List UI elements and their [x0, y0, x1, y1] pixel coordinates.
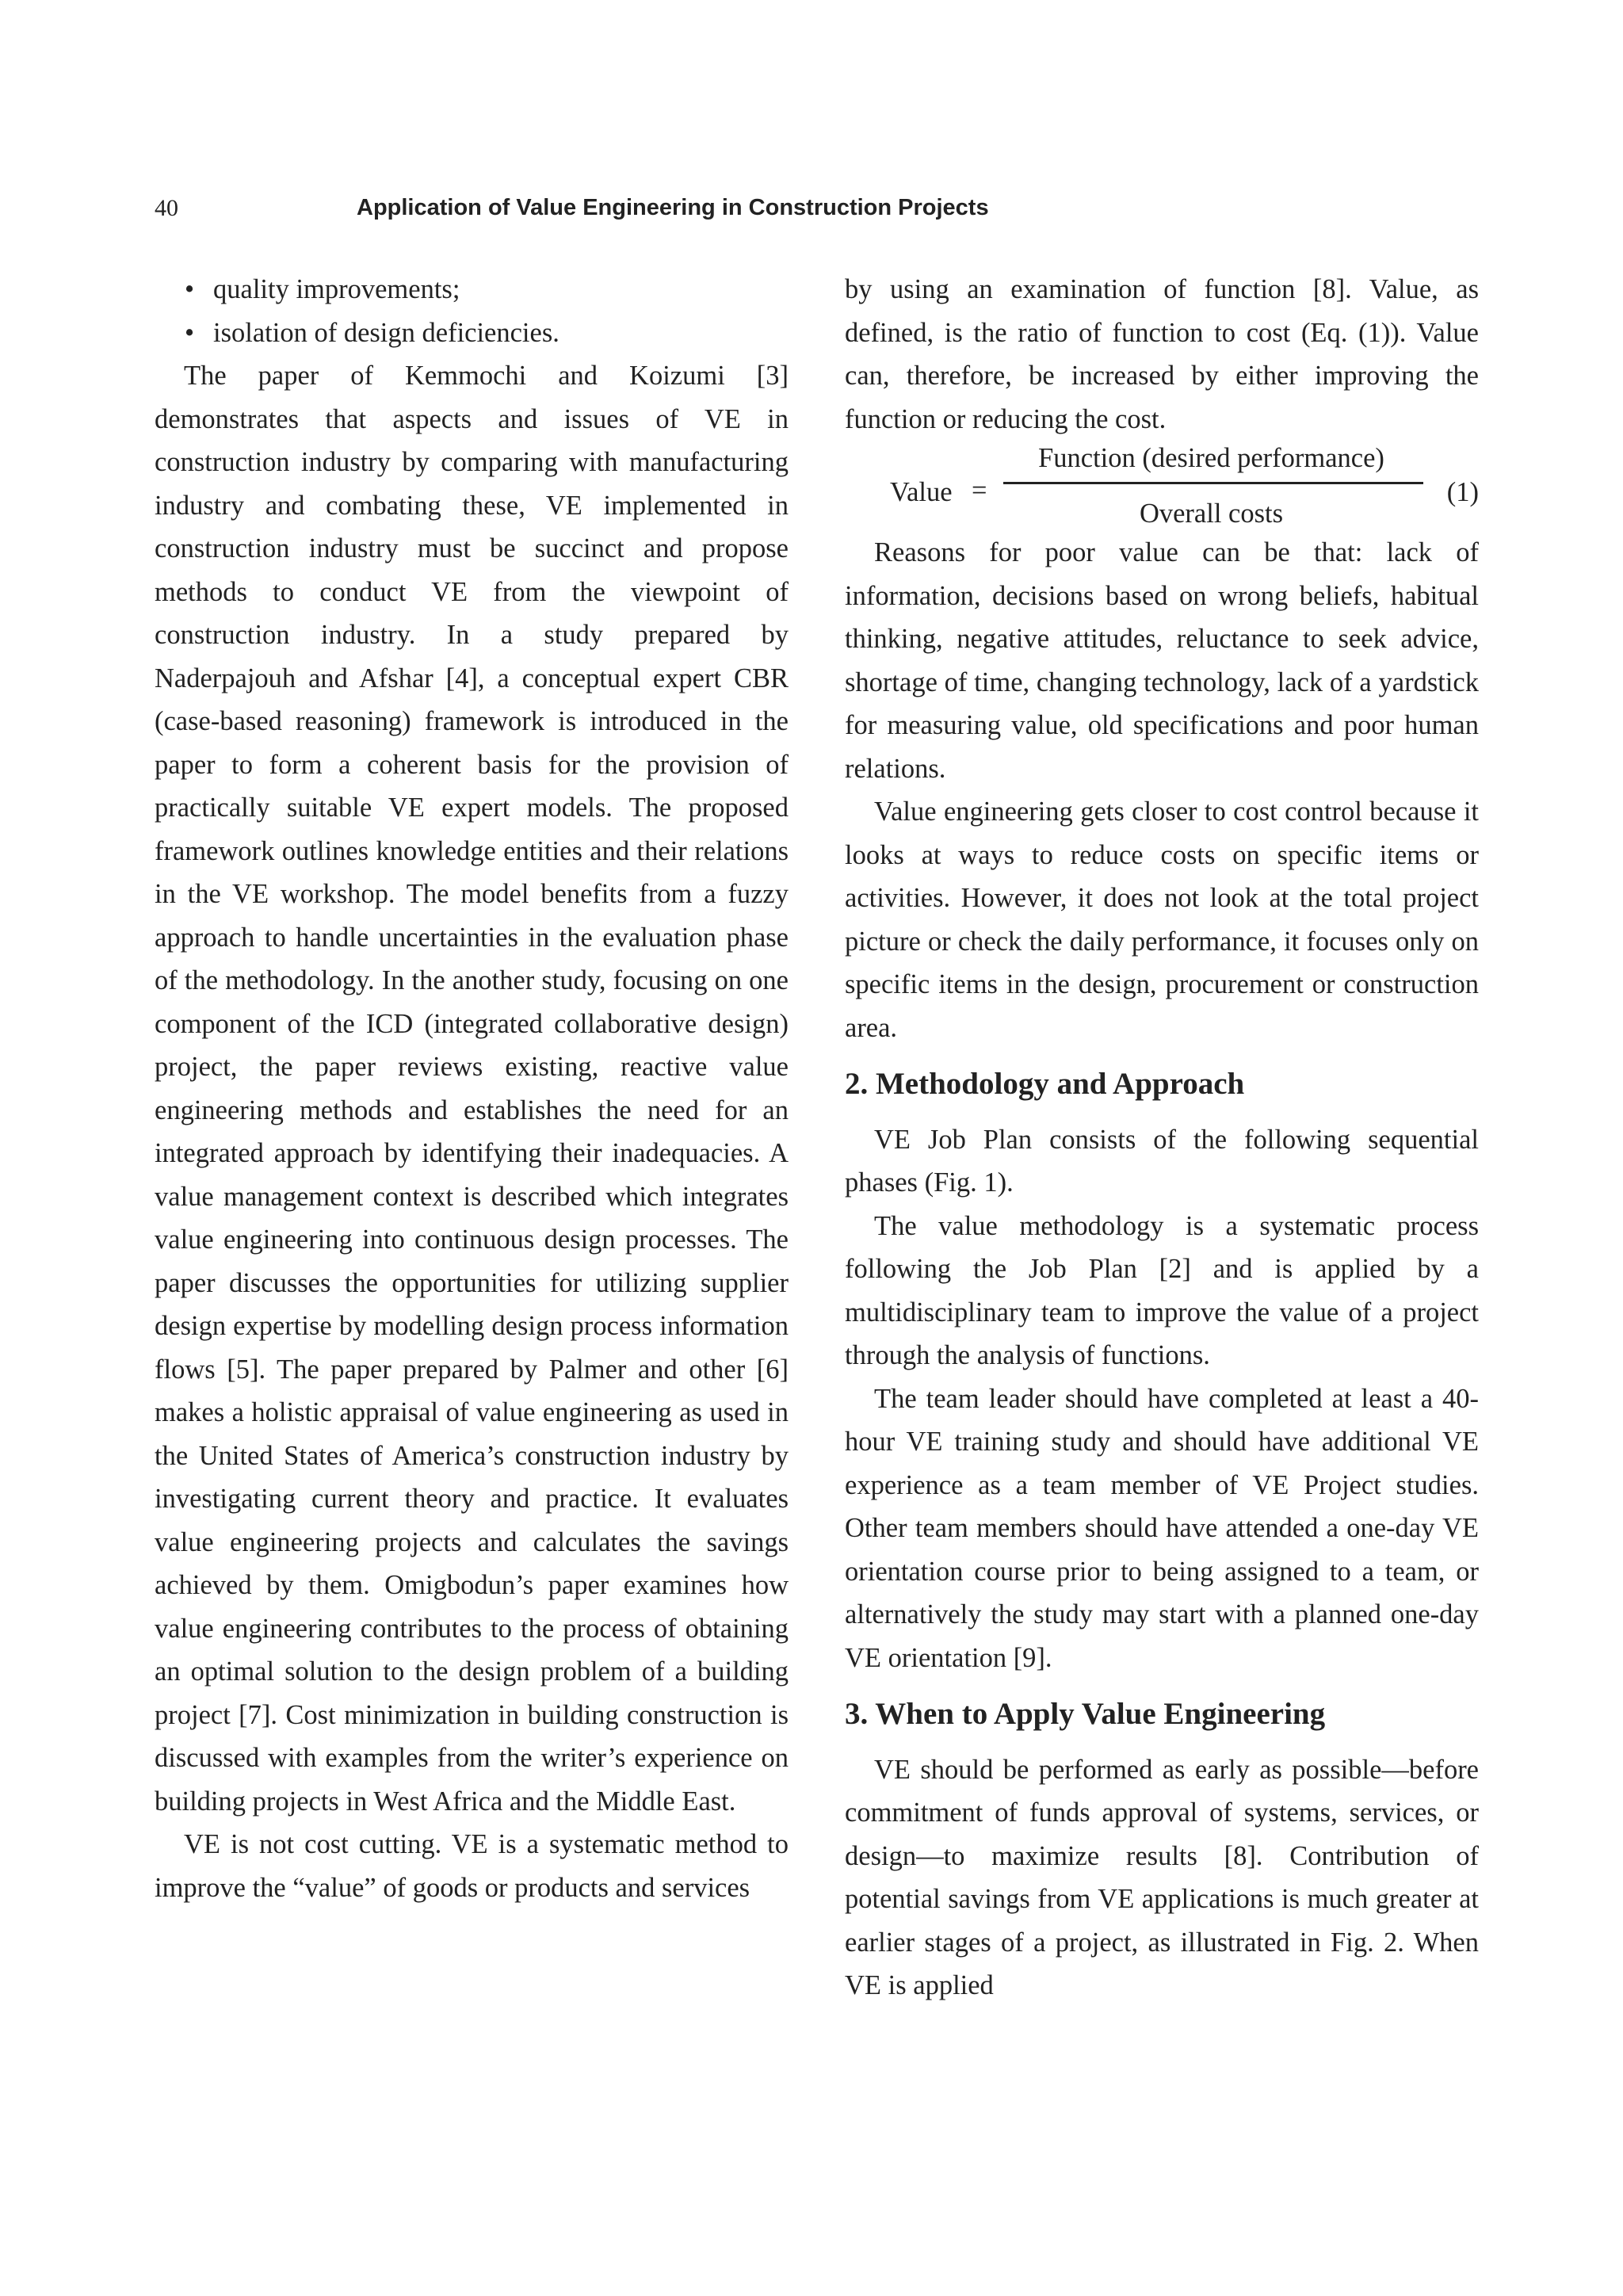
paragraph-when-to-apply: VE should be performed as early as possible—before commitment of funds approval of systems, services, or design—to maximize results [8]. Contribution of potential savings from VE applications is much greater at earlier stages of a project, as illustrated in Fig. 2. When VE is applied — [845, 1754, 1479, 2000]
equation-label: (1) — [1446, 477, 1479, 507]
bullet-icon: • — [185, 274, 195, 304]
section-3-heading: 3. When to Apply Value Engineering — [845, 1697, 1326, 1731]
equation-numerator: Function (desired performance) — [1038, 443, 1384, 473]
paragraph-literature-review: The paper of Kemmochi and Koizumi [3] demonstrates that aspects and issues of VE in construction industry by comparing with manufacturing industry and combating these, VE implemented in construction industry must be succinct and propose methods to conduct VE from the viewpoint of construction industry. In a study prepared by Naderpajouh and Afshar [4], a conceptual expert CBR (case-based reasoning) framework is introduced in the paper to form a coherent basis for the provision of practically suitable VE expert models. The proposed framework outlines knowledge entities and their relations in the VE workshop. The model benefits from a fuzzy approach to handle uncertainties in the evaluation phase of the methodology. In the another study, focusing on one component of the ICD (integrated collaborative design) project, the paper reviews existing, reactive value engineering methods and establishes the need for an integrated approach by identifying their inadequacies. A value management context is described which integrates value engineering into continuous design processes. The paper discusses the opportunities for utilizing supplier design expertise by modelling design process information flows [5]. The paper prepared by Palmer and other [6] makes a holistic appraisal of value engineering as used in the United States of America’s construction industry by investigating current theory and practice. It evaluates value engineering projects and calculates the savings achieved by them. Omigbodun’s paper examines how value engineering contributes to the process of obtaining an optimal solution to the design problem of a building project [7]. Cost minimization in building construction is discussed with examples from the writer’s experience on building projects in West Africa and the Middle East. — [155, 361, 789, 1817]
equation-equals: = — [972, 476, 987, 506]
bullet-list — [155, 268, 789, 354]
list-item: • quality improvements; — [155, 268, 789, 311]
paragraph-reasons: Reasons for poor value can be that: lack of information, decisions based on wrong beliefs, habitual thinking, negative attitudes, reluctance to seek advice, shortage of time, changing technology, lack of a yardstick for measuring value, old specifications and poor human relations. — [845, 537, 1479, 784]
equation-1 — [845, 441, 1479, 531]
left-column — [155, 268, 789, 1909]
paragraph-job-plan: VE Job Plan consists of the following sequential phases (Fig. 1). — [845, 1124, 1479, 1198]
paragraph-continuation: by using an examination of function [8]. Value, as defined, is the ratio of function to cost (Eq. (1)). Value can, therefore, be increased by either improving the function or reducing the cost. — [845, 274, 1479, 434]
running-title: Application of Value Engineering in Construction Projects — [357, 195, 989, 220]
bullet-icon: • — [185, 317, 195, 348]
equation-lhs: Value — [890, 477, 953, 507]
fraction-bar — [1003, 482, 1423, 484]
right-column — [845, 268, 1479, 2008]
section-2-heading: 2. Methodology and Approach — [845, 1067, 1245, 1101]
paragraph-cost-control: Value engineering gets closer to cost control because it looks at ways to reduce costs on specific items or activities. However, it does not look at the total project picture or check the daily performance, it focuses only on specific items in the design, procurement or construction area. — [845, 797, 1479, 1043]
equation-denominator: Overall costs — [1139, 499, 1284, 529]
paragraph-ve-definition: VE is not cost cutting. VE is a systematic method to improve the “value” of goods or products and services — [155, 1829, 789, 1903]
list-item: • isolation of design deficiencies. — [155, 311, 789, 355]
paragraph-team-leader: The team leader should have completed at least a 40-hour VE training study and should have additional VE experience as a team member of VE Project studies. Other team members should have attended a one-day VE orientation course prior to being assigned to a team, or alternatively the study may start with a planned one-day VE orientation [9]. — [845, 1383, 1479, 1673]
paragraph-methodology: The value methodology is a systematic process following the Job Plan [2] and is applied by a multidisciplinary team to improve the value of a project through the analysis of functions. — [845, 1210, 1479, 1370]
page-number: 40 — [155, 195, 178, 221]
